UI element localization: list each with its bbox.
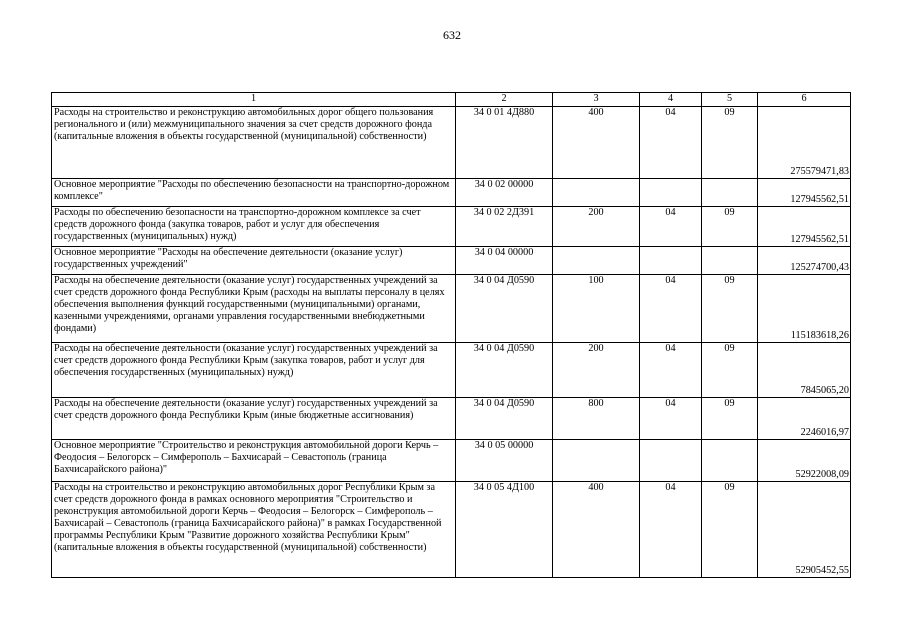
program-code: 34 0 01 4Д880 <box>456 107 553 179</box>
amount: 275579471,83 <box>758 107 851 179</box>
table-row <box>52 247 851 275</box>
expense-type <box>553 440 640 482</box>
table-row <box>52 398 851 440</box>
expense-name: Расходы на строительство и реконструкцию автомобильных дорог Республики Крым за счет средств дорожного фонда в рамках основного мероприятия "Строительство и реконструкция автомобильной дороги Керчь – Феодосия – Белогорск – Симферополь – Бахчисарай – Севастополь (граница Бахчисарайского района)" в рамках Государственной программы Республики Крым "Развитие дорожного хозяйства Республики Крым" (капитальные вложения в объекты государственной (муниципальной) собственности) <box>52 482 456 578</box>
amount: 2246016,97 <box>758 398 851 440</box>
section <box>640 179 702 207</box>
expense-type <box>553 247 640 275</box>
expense-name: Расходы на обеспечение деятельности (оказание услуг) государственных учреждений за счет средств дорожного фонда Республики Крым (расходы на выплаты персоналу в целях обеспечения выполнения функций государственными (муниципальными) органами, казенными учреждениями, органами управления государственными внебюджетными фондами) <box>52 275 456 343</box>
table-row <box>52 482 851 578</box>
program-code: 34 0 05 00000 <box>456 440 553 482</box>
expense-type: 800 <box>553 398 640 440</box>
amount: 52922008,09 <box>758 440 851 482</box>
header-cell: 3 <box>553 93 640 107</box>
header-cell: 5 <box>702 93 758 107</box>
section: 04 <box>640 343 702 398</box>
page-number: 632 <box>443 28 461 42</box>
section: 04 <box>640 482 702 578</box>
table-row <box>52 179 851 207</box>
program-code: 34 0 02 2Д391 <box>456 207 553 247</box>
table-row <box>52 275 851 343</box>
amount: 125274700,43 <box>758 247 851 275</box>
header-cell: 6 <box>758 93 851 107</box>
expense-type <box>553 179 640 207</box>
amount: 7845065,20 <box>758 343 851 398</box>
expense-name: Расходы на обеспечение деятельности (оказание услуг) государственных учреждений за счет средств дорожного фонда Республики Крым (закупка товаров, работ и услуг для обеспечения государственных (муниципальных) нужд) <box>52 343 456 398</box>
expense-name: Расходы на строительство и реконструкцию автомобильных дорог общего пользования регионального и (или) межмуниципального значения за счет средств дорожного фонда (капитальные вложения в объекты государственной (муниципальной) собственности) <box>52 107 456 179</box>
amount: 52905452,55 <box>758 482 851 578</box>
program-code: 34 0 04 00000 <box>456 247 553 275</box>
program-code: 34 0 04 Д0590 <box>456 398 553 440</box>
section <box>640 247 702 275</box>
program-code: 34 0 05 4Д100 <box>456 482 553 578</box>
section: 04 <box>640 275 702 343</box>
subsection <box>702 179 758 207</box>
subsection <box>702 440 758 482</box>
amount: 127945562,51 <box>758 207 851 247</box>
expense-name: Основное мероприятие "Строительство и реконструкция автомобильной дороги Керчь – Феодосия – Белогорск – Симферополь – Бахчисарай – Севастополь (граница Бахчисарайского района)" <box>52 440 456 482</box>
subsection: 09 <box>702 482 758 578</box>
expense-name: Основное мероприятие "Расходы по обеспечению безопасности на транспортно-дорожном комплексе" <box>52 179 456 207</box>
section: 04 <box>640 107 702 179</box>
expense-type: 200 <box>553 207 640 247</box>
program-code: 34 0 04 Д0590 <box>456 275 553 343</box>
expense-type: 400 <box>553 107 640 179</box>
subsection: 09 <box>702 207 758 247</box>
expense-type: 100 <box>553 275 640 343</box>
header-cell: 2 <box>456 93 553 107</box>
table-row <box>52 107 851 179</box>
subsection: 09 <box>702 107 758 179</box>
program-code: 34 0 04 Д0590 <box>456 343 553 398</box>
table-row <box>52 440 851 482</box>
expense-type: 400 <box>553 482 640 578</box>
program-code: 34 0 02 00000 <box>456 179 553 207</box>
expense-name: Расходы по обеспечению безопасности на транспортно-дорожном комплексе за счет средств дорожного фонда (закупка товаров, работ и услуг для обеспечения государственных (муниципальных) нужд) <box>52 207 456 247</box>
amount: 115183618,26 <box>758 275 851 343</box>
table-row <box>52 207 851 247</box>
section: 04 <box>640 207 702 247</box>
expense-type: 200 <box>553 343 640 398</box>
header-cell: 1 <box>52 93 456 107</box>
section: 04 <box>640 398 702 440</box>
section <box>640 440 702 482</box>
table-header-row <box>52 93 851 107</box>
subsection <box>702 247 758 275</box>
expense-name: Расходы на обеспечение деятельности (оказание услуг) государственных учреждений за счет средств дорожного фонда Республики Крым (иные бюджетные ассигнования) <box>52 398 456 440</box>
subsection: 09 <box>702 275 758 343</box>
header-cell: 4 <box>640 93 702 107</box>
budget-table <box>51 92 851 578</box>
table-row <box>52 343 851 398</box>
expense-name: Основное мероприятие "Расходы на обеспечение деятельности (оказание услуг) государственных учреждений" <box>52 247 456 275</box>
amount: 127945562,51 <box>758 179 851 207</box>
subsection: 09 <box>702 343 758 398</box>
subsection: 09 <box>702 398 758 440</box>
